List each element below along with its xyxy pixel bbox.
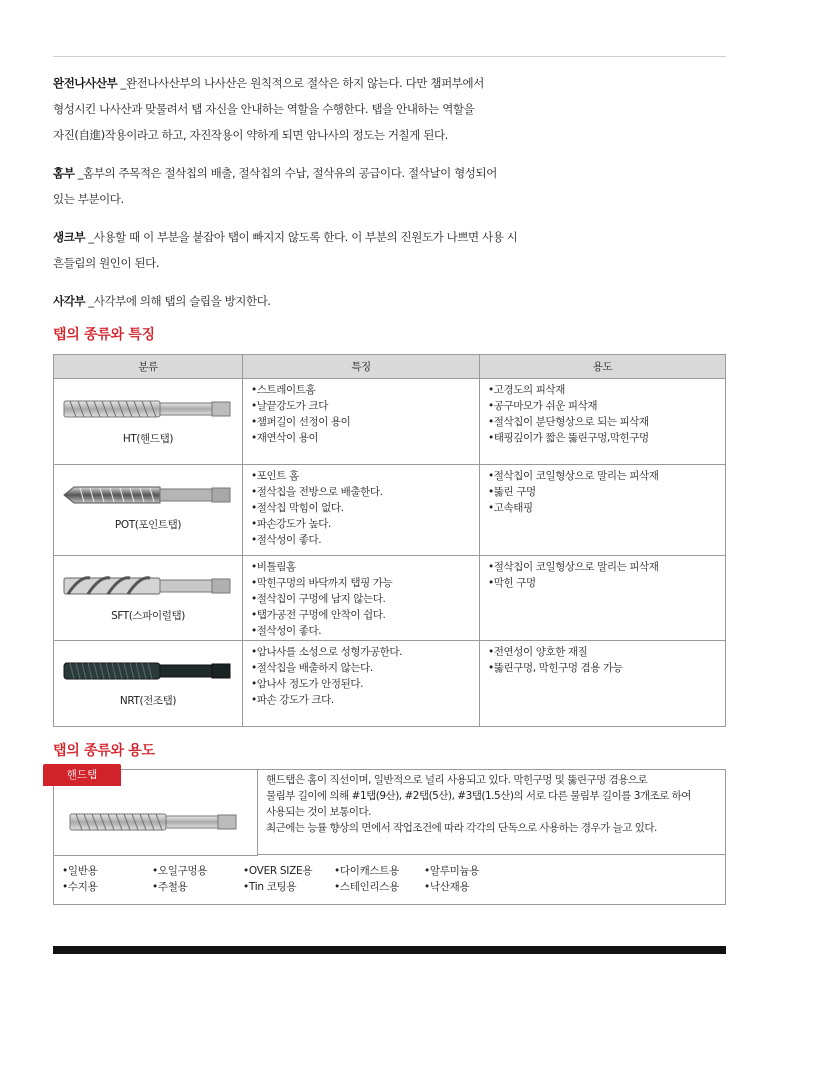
list-item: •다이캐스트용 xyxy=(334,865,399,877)
section-title-types-uses: 탭의 종류와 용도 xyxy=(53,743,155,759)
intro-term: 생크부 xyxy=(53,230,86,244)
applications-column xyxy=(424,863,524,895)
hand-tap-description xyxy=(258,770,725,855)
description-line: 핸드탭은 홈이 직선이며, 일반적으로 널리 사용되고 있다. 막힌구멍 및 뚫린구멍 겸용으로 xyxy=(266,774,648,786)
list-item: • 절삭칩이 코일형상으로 말리는 피삭재 xyxy=(488,559,725,575)
description-line: 물림부 길이에 의해 #1탭(9산), #2탭(5산), #3탭(1.5산)의 서로 다른 물림부 길이를 3개조로 하여 xyxy=(266,790,691,802)
list-item: • 뚫린구멍, 막힌구멍 겸용 가능 xyxy=(488,660,725,676)
table-row xyxy=(54,379,726,465)
list-item: • 재연삭이 용이 xyxy=(251,430,479,446)
list-item: • 절삭칩을 배출하지 않는다. xyxy=(251,660,479,676)
category-label: NRT(전조탭) xyxy=(119,695,177,707)
spiral-tap-image xyxy=(60,570,236,602)
hand-tap-usage-box xyxy=(53,769,726,905)
point-tap-image xyxy=(60,479,236,511)
category-label: SFT(스파이럴탭) xyxy=(111,610,185,622)
features-cell xyxy=(243,465,480,556)
uses-cell xyxy=(480,465,726,556)
uses-cell xyxy=(480,556,726,641)
list-item: • 암나사 정도가 안정된다. xyxy=(251,676,479,692)
list-item: • 비틀림홈 xyxy=(251,559,479,575)
list-item: • 전연성이 양호한 재질 xyxy=(488,644,725,660)
table-header: 특징 xyxy=(243,355,480,379)
list-item: • 막힌 구멍 xyxy=(488,575,725,591)
intro-paragraph-1: 완전나사산부 _완전나사산부의 나사산은 원칙적으로 절삭은 하지 않는다. 다만 챔퍼부에서 형성시킨 나사산과 맞물려서 탭 자신을 안내하는 역할을 수행한다. 탭을 안내하는 역할을 자진(自進)작용이라고 하고, 자진작용이 약하게 되면 암나사의 정도는 거칠게 된다. xyxy=(53,76,484,142)
section-title-types-features: 탭의 종류와 특징 xyxy=(53,327,155,343)
description-line: 최근에는 능률 향상의 면에서 작업조건에 따라 각각의 단독으로 사용하는 경우가 늘고 있다. xyxy=(266,822,657,834)
list-item: • 포인트 홈 xyxy=(251,468,479,484)
table-header: 용도 xyxy=(480,355,726,379)
description-line: 사용되는 것이 보통이다. xyxy=(266,806,371,818)
list-item: • 절삭칩이 구멍에 남지 않는다. xyxy=(251,591,479,607)
intro-term: 완전나사산부 xyxy=(53,76,118,90)
intro-paragraph-4: 사각부 _사각부에 의해 탭의 슬립을 방지한다. xyxy=(53,294,271,308)
table-header: 분류 xyxy=(54,355,243,379)
list-item: • 날끝강도가 크다 xyxy=(251,398,479,414)
category-cell xyxy=(54,379,243,465)
hand-tap-image xyxy=(60,393,236,425)
list-item: • 스트레이트홈 xyxy=(251,382,479,398)
hand-tap-badge: 핸드탭 xyxy=(43,764,121,786)
list-item: • 챔퍼길이 선정이 용이 xyxy=(251,414,479,430)
table-row xyxy=(54,465,726,556)
intro-paragraph-2: 홈부 _홈부의 주목적은 절삭칩의 배출, 절삭칩의 수납, 절삭유의 공급이다. 절삭날이 형성되어 있는 부분이다. xyxy=(53,166,497,206)
table-header-row xyxy=(54,355,726,379)
list-item: •일반용 xyxy=(62,865,98,877)
table-row xyxy=(54,556,726,641)
list-item: • 태핑깊이가 짧은 뚫린구멍,막힌구멍 xyxy=(488,430,725,446)
features-cell xyxy=(243,556,480,641)
category-label: HT(핸드탭) xyxy=(122,433,174,445)
list-item: • 암나사를 소성으로 성형가공한다. xyxy=(251,644,479,660)
list-item: • 공구마모가 쉬운 피삭재 xyxy=(488,398,725,414)
list-item: • 고속태핑 xyxy=(488,500,725,516)
category-cell xyxy=(54,556,243,641)
tap-types-table xyxy=(53,354,726,727)
list-item: •주철용 xyxy=(152,881,188,893)
list-item: • 탭가공전 구멍에 안착이 쉽다. xyxy=(251,607,479,623)
list-item: • 절삭칩 막힘이 없다. xyxy=(251,500,479,516)
list-item: •수지용 xyxy=(62,881,98,893)
list-item: •OVER SIZE용 xyxy=(243,865,313,877)
list-item: •Tin 코팅용 xyxy=(243,881,297,893)
category-cell xyxy=(54,465,243,556)
forming-tap-image xyxy=(60,655,236,687)
intro-term: 사각부 xyxy=(53,294,86,308)
intro-text xyxy=(53,70,733,326)
applications-column xyxy=(243,863,343,895)
list-item: • 고경도의 피삭재 xyxy=(488,382,725,398)
category-label: POT(포인트탭) xyxy=(114,519,182,531)
hand-tap-image xyxy=(66,806,242,838)
features-cell xyxy=(243,379,480,465)
features-cell xyxy=(243,641,480,727)
list-item: • 절삭칩이 코일형상으로 말리는 피삭재 xyxy=(488,468,725,484)
intro-paragraph-3: 생크부 _사용할 때 이 부분을 붙잡아 탭이 빠지지 않도록 한다. 이 부분의 진원도가 나쁘면 사용 시 흔들림의 원인이 된다. xyxy=(53,230,518,270)
list-item: •낙산재용 xyxy=(424,881,470,893)
list-item: • 파손 강도가 크다. xyxy=(251,692,479,708)
applications-column xyxy=(152,863,252,895)
applications-column xyxy=(334,863,434,895)
list-item: • 절삭성이 좋다. xyxy=(251,623,479,639)
uses-cell xyxy=(480,379,726,465)
list-item: • 막힌구멍의 바닥까지 탭핑 가능 xyxy=(251,575,479,591)
top-divider xyxy=(53,56,726,57)
list-item: • 뚫린 구멍 xyxy=(488,484,725,500)
applications-column xyxy=(62,863,162,895)
intro-term: 홈부 xyxy=(53,166,75,180)
list-item: •스테인리스용 xyxy=(334,881,399,893)
list-item: •오일구멍용 xyxy=(152,865,208,877)
uses-cell xyxy=(480,641,726,727)
bottom-divider-bar xyxy=(53,946,726,954)
list-item: • 절삭성이 좋다. xyxy=(251,532,479,548)
category-cell xyxy=(54,641,243,727)
list-item: • 파손강도가 높다. xyxy=(251,516,479,532)
list-item: • 절삭칩을 전방으로 배출한다. xyxy=(251,484,479,500)
list-item: • 절삭칩이 분단형상으로 되는 피삭재 xyxy=(488,414,725,430)
list-item: •알루미늄용 xyxy=(424,865,480,877)
table-row xyxy=(54,641,726,727)
